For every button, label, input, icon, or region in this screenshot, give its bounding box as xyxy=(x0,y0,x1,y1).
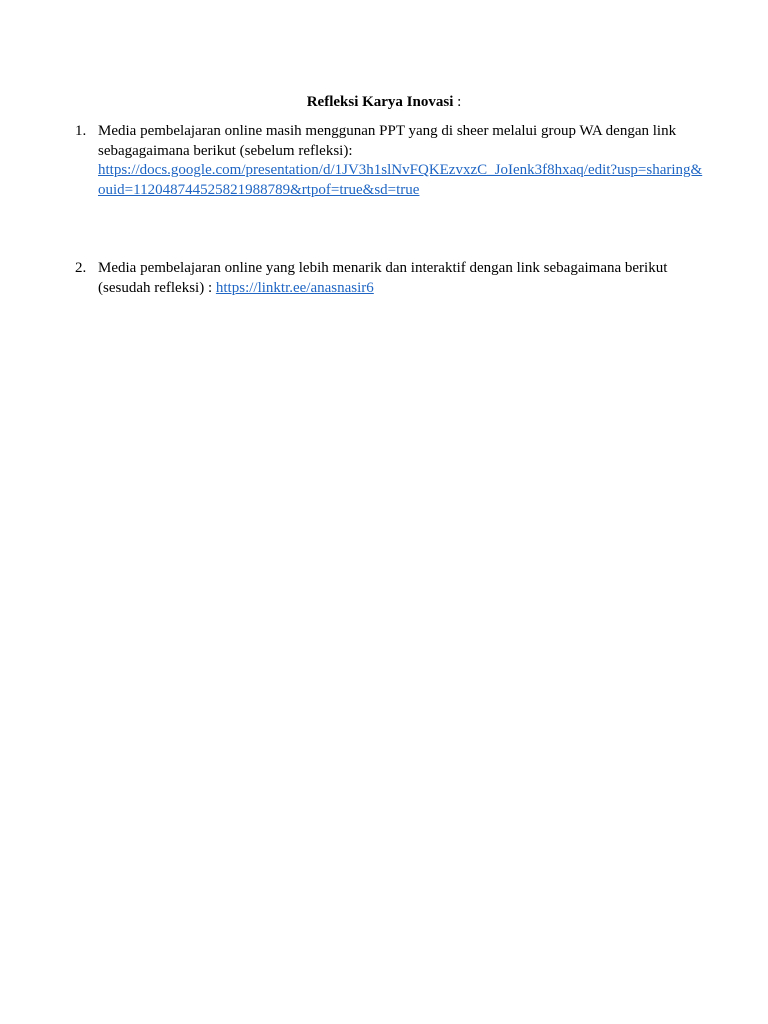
document-title xyxy=(0,92,768,112)
list-item-text-line: Media pembelajaran online yang lebih menarik dan interaktif dengan link sebagaimana berikut xyxy=(98,260,668,276)
google-slides-link[interactable] xyxy=(98,161,713,181)
title-text: Refleksi Karya Inovasi xyxy=(306,94,454,110)
list-item-body xyxy=(98,122,713,200)
title-colon: : xyxy=(453,94,462,110)
list-item-body xyxy=(98,259,713,298)
list-item-number: 2. xyxy=(75,260,87,276)
linktree-link[interactable]: https://linktr.ee/anasnasir6 xyxy=(215,279,374,296)
list-item-text-line: sebagagaimana berikut (sebelum refleksi): xyxy=(98,142,353,159)
list-item-text-prefix: (sesudah refleksi) : xyxy=(98,279,216,296)
google-slides-link-continuation[interactable] xyxy=(98,181,713,201)
list-item-text-line-with-link xyxy=(98,279,713,299)
list-item-text-line: Media pembelajaran online masih menggunan PPT yang di sheer melalui group WA dengan link xyxy=(98,123,677,139)
google-slides-link-line-2[interactable]: ouid=112048744525821988789&rtpof=true&sd=true xyxy=(98,181,420,198)
list-item-number: 1. xyxy=(75,123,87,139)
google-slides-link-line-1[interactable]: https://docs.google.com/presentation/d/1JV3h1slNvFQKEzvxzC_JoIenk3f8hxaq/edit?usp=sharing& xyxy=(98,162,703,178)
